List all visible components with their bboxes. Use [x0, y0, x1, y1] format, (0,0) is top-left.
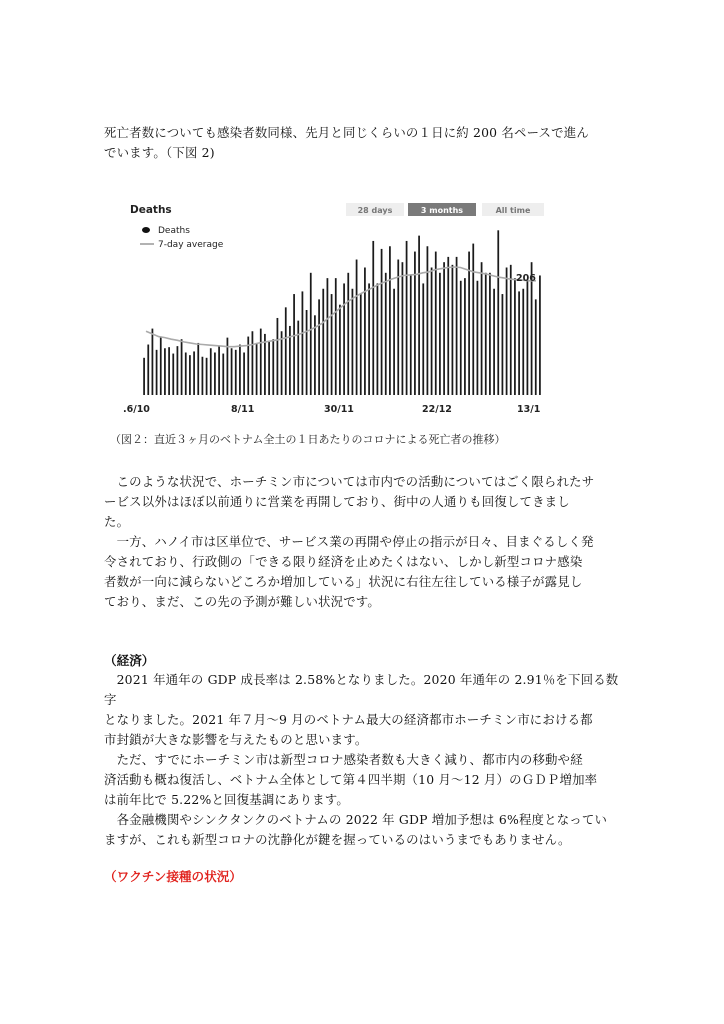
deaths-bar: [364, 268, 366, 396]
deaths-bar: [506, 268, 508, 396]
deaths-bar: [464, 278, 466, 395]
deaths-bar: [168, 347, 170, 395]
deaths-bar: [268, 342, 270, 395]
chart-title: Deaths: [130, 204, 172, 216]
legend-deaths-marker: [142, 227, 150, 233]
deaths-bar: [297, 321, 299, 395]
deaths-bar: [397, 260, 399, 395]
x-tick-1: .6/10: [123, 404, 150, 415]
deaths-bar: [368, 283, 370, 395]
deaths-bar: [210, 348, 212, 395]
x-tick-2: 8/11: [231, 404, 255, 415]
deaths-bar: [331, 294, 333, 395]
deaths-bar: [281, 331, 283, 395]
deaths-bar: [160, 337, 162, 395]
para2-line-6: 者数が一向に減らないどころか増加している」状況に右往左往している様子が露見し: [104, 574, 583, 589]
deaths-bar: [460, 281, 462, 395]
intro-line-1: 死亡者数についても感染者数同様、先月と同じくらいの１日に約 200 名ペースで進ん: [104, 125, 589, 140]
deaths-bar: [418, 236, 420, 395]
x-tick-5: 13/1: [517, 404, 541, 415]
deaths-bar: [352, 289, 354, 395]
deaths-bar: [381, 249, 383, 395]
econ-line-1: 2021 年通年の GDP 成長率は 2.58%となりました。2020 年通年の 2.91％を下回る数字: [104, 672, 619, 707]
deaths-bar: [406, 241, 408, 395]
deaths-chart: [118, 190, 558, 418]
para2-line-3: た。: [104, 514, 130, 529]
deaths-bar: [277, 318, 279, 395]
deaths-bar: [193, 351, 195, 395]
deaths-bar: [322, 289, 324, 395]
deaths-bar: [172, 354, 174, 395]
bars-group: [143, 230, 541, 395]
deaths-bar: [327, 278, 329, 395]
para2-line-5: 令されており、行政側の「できる限り経済を止めたくはない、しかし新型コロナ感染: [104, 554, 583, 569]
deaths-bar: [485, 273, 487, 395]
deaths-bar: [310, 273, 312, 395]
deaths-bar: [439, 273, 441, 395]
deaths-bar: [335, 278, 337, 395]
situation-paragraph: [104, 472, 624, 612]
deaths-bar: [422, 283, 424, 395]
deaths-bar: [427, 246, 429, 395]
econ-line-5: 済活動も概ね復活し、ベトナム全体として第４四半期（10 月～12 月）のＧＤＰ増加率: [104, 772, 598, 787]
deaths-bar: [502, 294, 504, 395]
deaths-bar: [410, 275, 412, 395]
deaths-bar: [535, 299, 537, 395]
deaths-bar: [272, 339, 274, 395]
vaccine-heading: （ワクチン接種の状況）: [104, 869, 242, 884]
econ-line-3: 市封鎖が大きな影響を与えたものと思います。: [104, 732, 368, 747]
para2-line-4: 一方、ハノイ市は区単位で、サービス業の再開や停止の指示が日々、目まぐるしく発: [116, 534, 594, 549]
deaths-bar: [356, 260, 358, 395]
deaths-bar: [256, 343, 258, 395]
intro-paragraph: [104, 123, 624, 163]
deaths-bar: [339, 305, 341, 395]
deaths-bar: [431, 268, 433, 396]
deaths-bar: [522, 289, 524, 395]
deaths-bar: [231, 348, 233, 395]
figure-caption: （図２：直近３ヶ月のベトナム全土の１日あたりのコロナによる死亡者の推移）: [110, 433, 506, 446]
econ-line-8: ますが、これも新型コロナの沈静化が鍵を握っているのはいうまでもありません。: [104, 832, 571, 847]
econ-line-2: となりました。2021 年７月～9 月のベトナム最大の経済都市ホーチミン市における都: [104, 712, 593, 727]
legend-average-label: 7-day average: [158, 240, 224, 250]
deaths-bar: [539, 275, 541, 395]
tab-28-days-label: 28 days: [357, 206, 393, 215]
deaths-bar: [497, 230, 499, 395]
para2-line-7: ており、まだ、この先の予測が難しい状況です。: [104, 594, 381, 609]
deaths-bar: [360, 294, 362, 395]
deaths-bar: [527, 281, 529, 395]
deaths-bar: [285, 307, 287, 395]
deaths-bar: [393, 289, 395, 395]
deaths-bar: [264, 334, 266, 395]
deaths-bar: [447, 257, 449, 395]
deaths-bar: [206, 358, 208, 395]
para2-line-1: このような状況で、ホーチミン市については市内での活動についてはごく限られたサ: [116, 474, 595, 489]
tab-28-days[interactable]: [346, 203, 404, 216]
latest-value-label: 206: [516, 273, 536, 284]
deaths-bar: [293, 294, 295, 395]
deaths-bar: [260, 329, 262, 395]
tab-all-time[interactable]: [482, 203, 544, 216]
deaths-bar: [181, 339, 183, 395]
x-tick-3: 30/11: [324, 404, 354, 415]
economy-paragraph: [104, 670, 624, 850]
deaths-bar: [218, 346, 220, 395]
deaths-bar: [252, 331, 254, 395]
deaths-bar: [235, 350, 237, 395]
econ-line-7: 各金融機関やシンクタンクのベトナムの 2022 年 GDP 増加予想は 6%程度となってい: [116, 812, 608, 827]
deaths-bar: [443, 262, 445, 395]
tab-3-months[interactable]: [408, 203, 476, 216]
deaths-bar: [456, 257, 458, 395]
deaths-bar: [302, 291, 304, 395]
deaths-bar: [239, 345, 241, 395]
econ-line-6: は前年比で 5.22%と回復基調にあります。: [104, 792, 349, 807]
deaths-bar: [435, 252, 437, 395]
deaths-bar: [156, 350, 158, 395]
deaths-bar: [214, 353, 216, 396]
deaths-bar: [222, 354, 224, 395]
deaths-bar: [481, 262, 483, 395]
deaths-bar: [164, 348, 166, 395]
deaths-bar: [189, 355, 191, 395]
deaths-bar: [489, 273, 491, 395]
deaths-bar: [147, 345, 149, 395]
tab-3-months-label: 3 months: [420, 206, 464, 215]
deaths-bar: [402, 262, 404, 395]
x-tick-4: 22/12: [422, 404, 452, 415]
deaths-bar: [306, 310, 308, 395]
tab-all-time-label: All time: [495, 206, 531, 215]
deaths-bar: [243, 353, 245, 396]
deaths-bar: [197, 343, 199, 395]
deaths-bar: [510, 265, 512, 395]
deaths-chart-svg: [118, 190, 558, 418]
deaths-bar: [493, 289, 495, 395]
deaths-bar: [468, 252, 470, 395]
deaths-bar: [385, 273, 387, 395]
deaths-bar: [152, 329, 154, 395]
deaths-bar: [414, 252, 416, 395]
deaths-bar: [377, 283, 379, 395]
deaths-bar: [372, 241, 374, 395]
deaths-bar: [389, 246, 391, 395]
deaths-bar: [452, 265, 454, 395]
deaths-bar: [347, 273, 349, 395]
economy-heading: （経済）: [104, 653, 155, 668]
deaths-bar: [477, 281, 479, 395]
intro-line-2: でいます。（下図 2): [104, 145, 215, 160]
deaths-bar: [202, 357, 204, 395]
deaths-bar: [185, 353, 187, 396]
para2-line-2: ービス以外はほぼ以前通りに営業を再開しており、街中の人通りも回復してきまし: [104, 494, 570, 509]
deaths-bar: [518, 291, 520, 395]
deaths-bar: [472, 244, 474, 395]
deaths-bar: [318, 299, 320, 395]
deaths-bar: [343, 283, 345, 395]
econ-line-4: ただ、すでにホーチミン市は新型コロナ感染者数も大きく減り、都市内の移動や経: [116, 752, 583, 767]
deaths-bar: [514, 278, 516, 395]
legend-deaths-label: Deaths: [158, 226, 190, 236]
deaths-bar: [143, 358, 145, 395]
deaths-bar: [177, 346, 179, 395]
